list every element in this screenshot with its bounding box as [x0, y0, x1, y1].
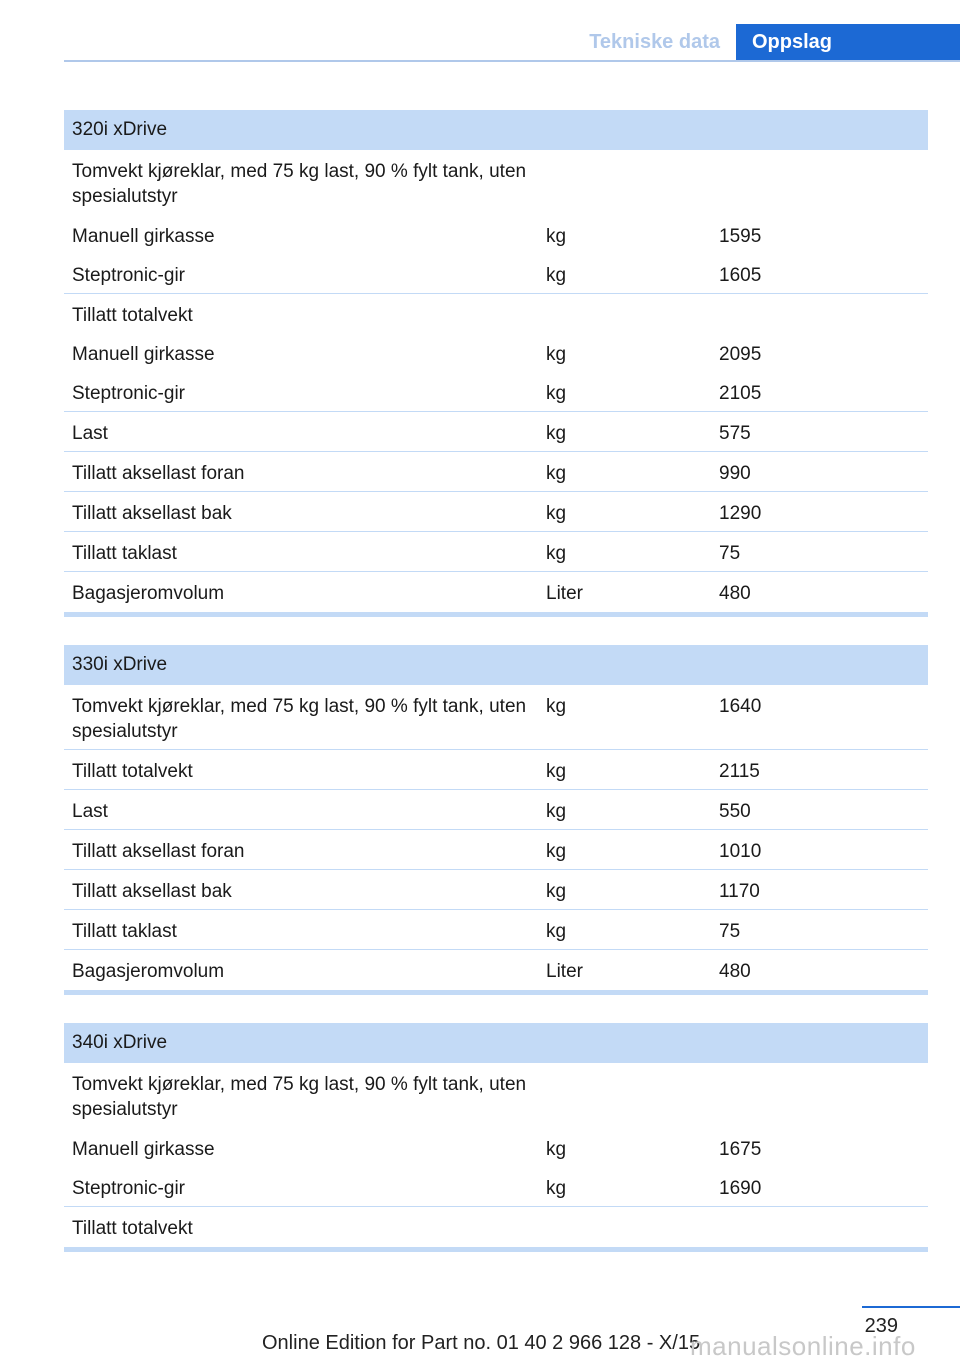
row-value: 1010 [719, 841, 762, 862]
row-unit: kg [546, 881, 567, 902]
row-label: Tillatt aksellast bak [72, 503, 232, 524]
row-unit: kg [546, 761, 567, 782]
row-unit: kg [546, 383, 567, 404]
row-label: Tillatt taklast [72, 921, 177, 942]
row-label: Manuell girkasse [72, 1139, 215, 1160]
row-value: 575 [719, 423, 751, 444]
row-label: Manuell girkasse [72, 344, 215, 365]
table-row [64, 1063, 928, 1128]
table-title: 320i xDrive [64, 110, 928, 150]
table-row [64, 750, 928, 790]
row-unit: kg [546, 1178, 567, 1199]
table-row [64, 150, 928, 215]
row-unit: kg [546, 344, 567, 365]
row-value: 1170 [719, 881, 760, 902]
row-unit: kg [546, 801, 567, 822]
table-row [64, 830, 928, 870]
row-label: Last [72, 423, 108, 444]
table-row [64, 333, 928, 372]
row-value: 1675 [719, 1139, 762, 1160]
table-row [64, 452, 928, 492]
row-label: Manuell girkasse [72, 226, 215, 247]
row-value: 1595 [719, 226, 762, 247]
row-unit: Liter [546, 583, 583, 604]
table-title: 340i xDrive [64, 1023, 928, 1063]
row-label: Tomvekt kjøreklar, med 75 kg last, 90 % fylt tank, uten spesialutstyr [72, 161, 527, 207]
table-row [64, 870, 928, 910]
row-value: 2105 [719, 383, 762, 404]
row-unit: kg [546, 543, 567, 564]
row-value: 1640 [719, 696, 762, 717]
table-row [64, 1167, 928, 1207]
spec-table-330i [64, 645, 928, 995]
chapter-tab: Oppslag [736, 24, 960, 61]
row-unit: kg [546, 1139, 567, 1160]
row-label: Bagasjeromvolum [72, 961, 225, 982]
row-unit: kg [546, 265, 567, 286]
row-unit: Liter [546, 961, 583, 982]
row-label: Tomvekt kjøreklar, med 75 kg last, 90 % fylt tank, uten spesialutstyr [72, 1074, 527, 1120]
row-label: Steptronic-gir [72, 1178, 185, 1199]
table-row [64, 685, 928, 750]
row-label: Bagasjeromvolum [72, 583, 225, 604]
row-label: Tillatt taklast [72, 543, 177, 564]
table-row [64, 572, 928, 612]
table-end-rule [64, 1247, 928, 1252]
row-label: Tomvekt kjøreklar, med 75 kg last, 90 % fylt tank, uten spesialutstyr [72, 696, 527, 742]
row-unit: kg [546, 696, 567, 717]
row-unit: kg [546, 841, 567, 862]
table-row [64, 1128, 928, 1167]
row-value: 480 [719, 961, 751, 982]
row-value: 2115 [719, 761, 760, 782]
watermark: manualsonline.info [690, 1331, 916, 1361]
row-label: Tillatt aksellast foran [72, 463, 245, 484]
row-value: 550 [719, 801, 751, 822]
row-label: Tillatt aksellast bak [72, 881, 232, 902]
row-unit: kg [546, 503, 567, 524]
spec-table-340i [64, 1023, 928, 1252]
table-row [64, 372, 928, 412]
row-label: Tillatt totalvekt [72, 761, 193, 782]
row-value: 1290 [719, 503, 762, 524]
table-row [64, 532, 928, 572]
table-title: 330i xDrive [64, 645, 928, 685]
row-label: Tillatt totalvekt [72, 305, 193, 326]
row-value: 75 [719, 921, 741, 942]
table-row [64, 412, 928, 452]
table-row [64, 1207, 928, 1247]
row-label: Tillatt aksellast foran [72, 841, 245, 862]
row-unit: kg [546, 463, 567, 484]
row-label: Steptronic-gir [72, 265, 185, 286]
row-unit: kg [546, 226, 567, 247]
row-value: 480 [719, 583, 751, 604]
row-unit: kg [546, 423, 567, 444]
table-row [64, 910, 928, 950]
row-unit: kg [546, 921, 567, 942]
table-row [64, 254, 928, 294]
table-end-rule [64, 990, 928, 995]
table-row [64, 294, 928, 333]
row-label: Steptronic-gir [72, 383, 185, 404]
header-divider [64, 60, 960, 62]
header-tabs [566, 24, 960, 61]
section-tab: Tekniske data [589, 31, 720, 53]
row-label: Last [72, 801, 108, 822]
table-row [64, 215, 928, 254]
table-end-rule [64, 612, 928, 617]
row-value: 990 [719, 463, 751, 484]
row-value: 1605 [719, 265, 762, 286]
edition-text: Online Edition for Part no. 01 40 2 966 128 - X/15 [262, 1332, 701, 1354]
page-number: 239 [864, 1315, 898, 1337]
table-row [64, 790, 928, 830]
table-row [64, 492, 928, 532]
table-row [64, 950, 928, 990]
row-label: Tillatt totalvekt [72, 1218, 193, 1239]
row-value: 75 [719, 543, 741, 564]
footer-divider [862, 1306, 960, 1308]
row-value: 2095 [719, 344, 762, 365]
spec-table-320i [64, 110, 928, 617]
row-value: 1690 [719, 1178, 762, 1199]
